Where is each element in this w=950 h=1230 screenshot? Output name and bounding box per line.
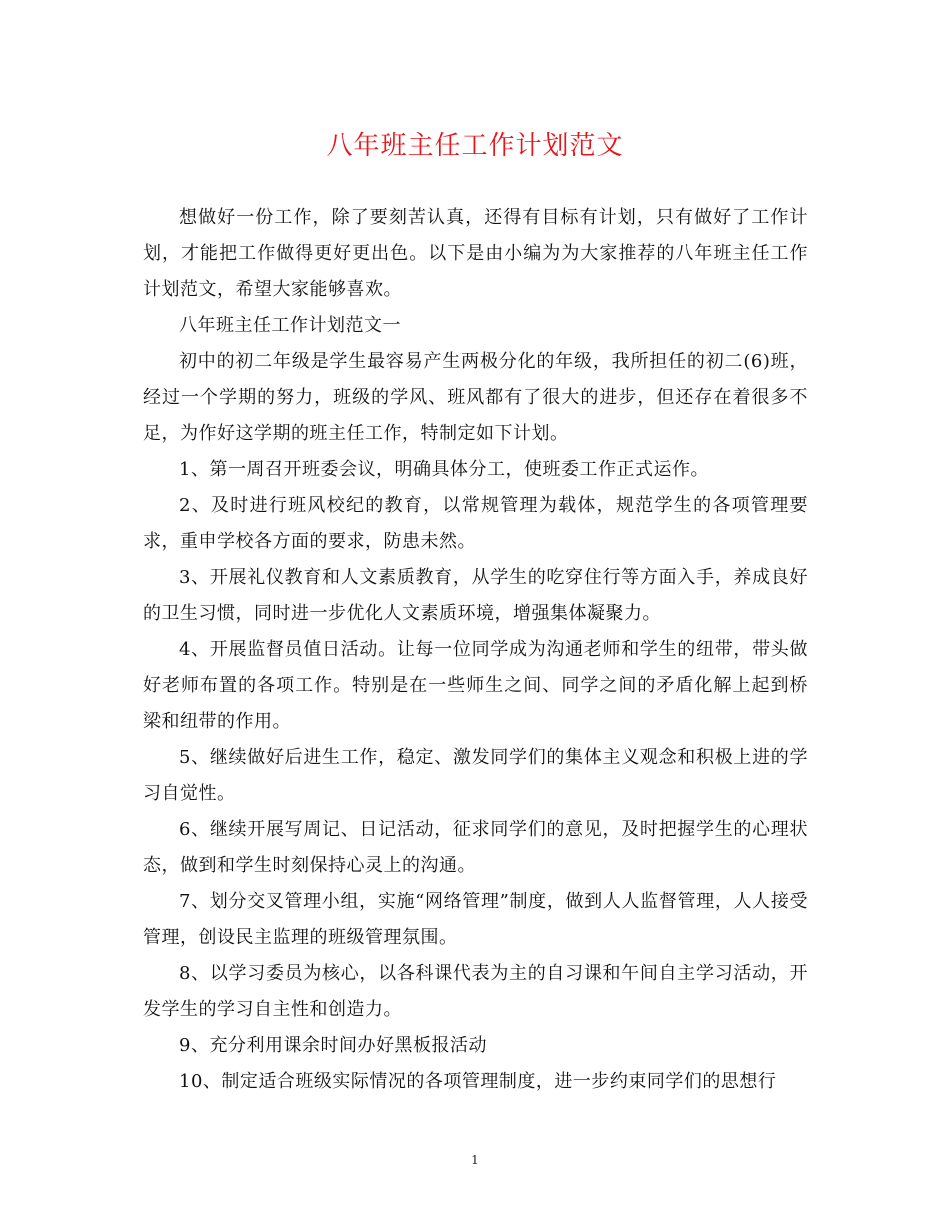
list-item-4: 4、开展监督员值日活动。让每一位同学成为沟通老师和学生的纽带，带头做好老师布置的各项工作。特别是在一些师生之间、同学之间的矛盾化解上起到桥梁和纽带的作用。: [143, 639, 808, 732]
page-number: 1: [471, 1153, 479, 1167]
list-item-9: 9、充分利用课余时间办好黑板报活动: [179, 1035, 487, 1056]
document-title: 八年班主任工作计划范文: [326, 131, 624, 161]
document-body: [143, 200, 808, 1100]
list-item-7: 7、划分交叉管理小组，实施“网络管理”制度，做到人人监督管理，人人接受管理，创设民主监理的班级管理氛围。: [143, 891, 808, 948]
list-item-3: 3、开展礼仪教育和人文素质教育，从学生的吃穿住行等方面入手，养成良好的卫生习惯，同时进一步优化人文素质环境，增强集体凝聚力。: [143, 567, 808, 624]
paragraph-intro: 想做好一份工作，除了要刻苦认真，还得有目标有计划，只有做好了工作计划，才能把工作做得更好更出色。以下是由小编为为大家推荐的八年班主任工作计划范文，希望大家能够喜欢。: [143, 207, 808, 300]
section-heading: 八年班主任工作计划范文一: [179, 315, 401, 336]
list-item-10: 10、制定适合班级实际情况的各项管理制度，进一步约束同学们的思想行: [179, 1071, 777, 1092]
list-item-8: 8、以学习委员为核心，以各科课代表为主的自习课和午间自主学习活动，开发学生的学习自主性和创造力。: [143, 963, 808, 1020]
paragraph-overview: 初中的初二年级是学生最容易产生两极分化的年级，我所担任的初二(6)班，经过一个学期的努力，班级的学风、班风都有了很大的进步，但还存在着很多不足，为作好这学期的班主任工作，特制定如下计划。: [143, 351, 808, 444]
list-item-2: 2、及时进行班风校纪的教育，以常规管理为载体，规范学生的各项管理要求，重申学校各方面的要求，防患未然。: [143, 495, 808, 552]
list-item-5: 5、继续做好后进生工作，稳定、激发同学们的集体主义观念和积极上进的学习自觉性。: [143, 747, 808, 804]
list-item-6: 6、继续开展写周记、日记活动，征求同学们的意见，及时把握学生的心理状态，做到和学生时刻保持心灵上的沟通。: [143, 819, 808, 876]
list-item-1: 1、第一周召开班委会议，明确具体分工，使班委工作正式运作。: [179, 459, 709, 480]
